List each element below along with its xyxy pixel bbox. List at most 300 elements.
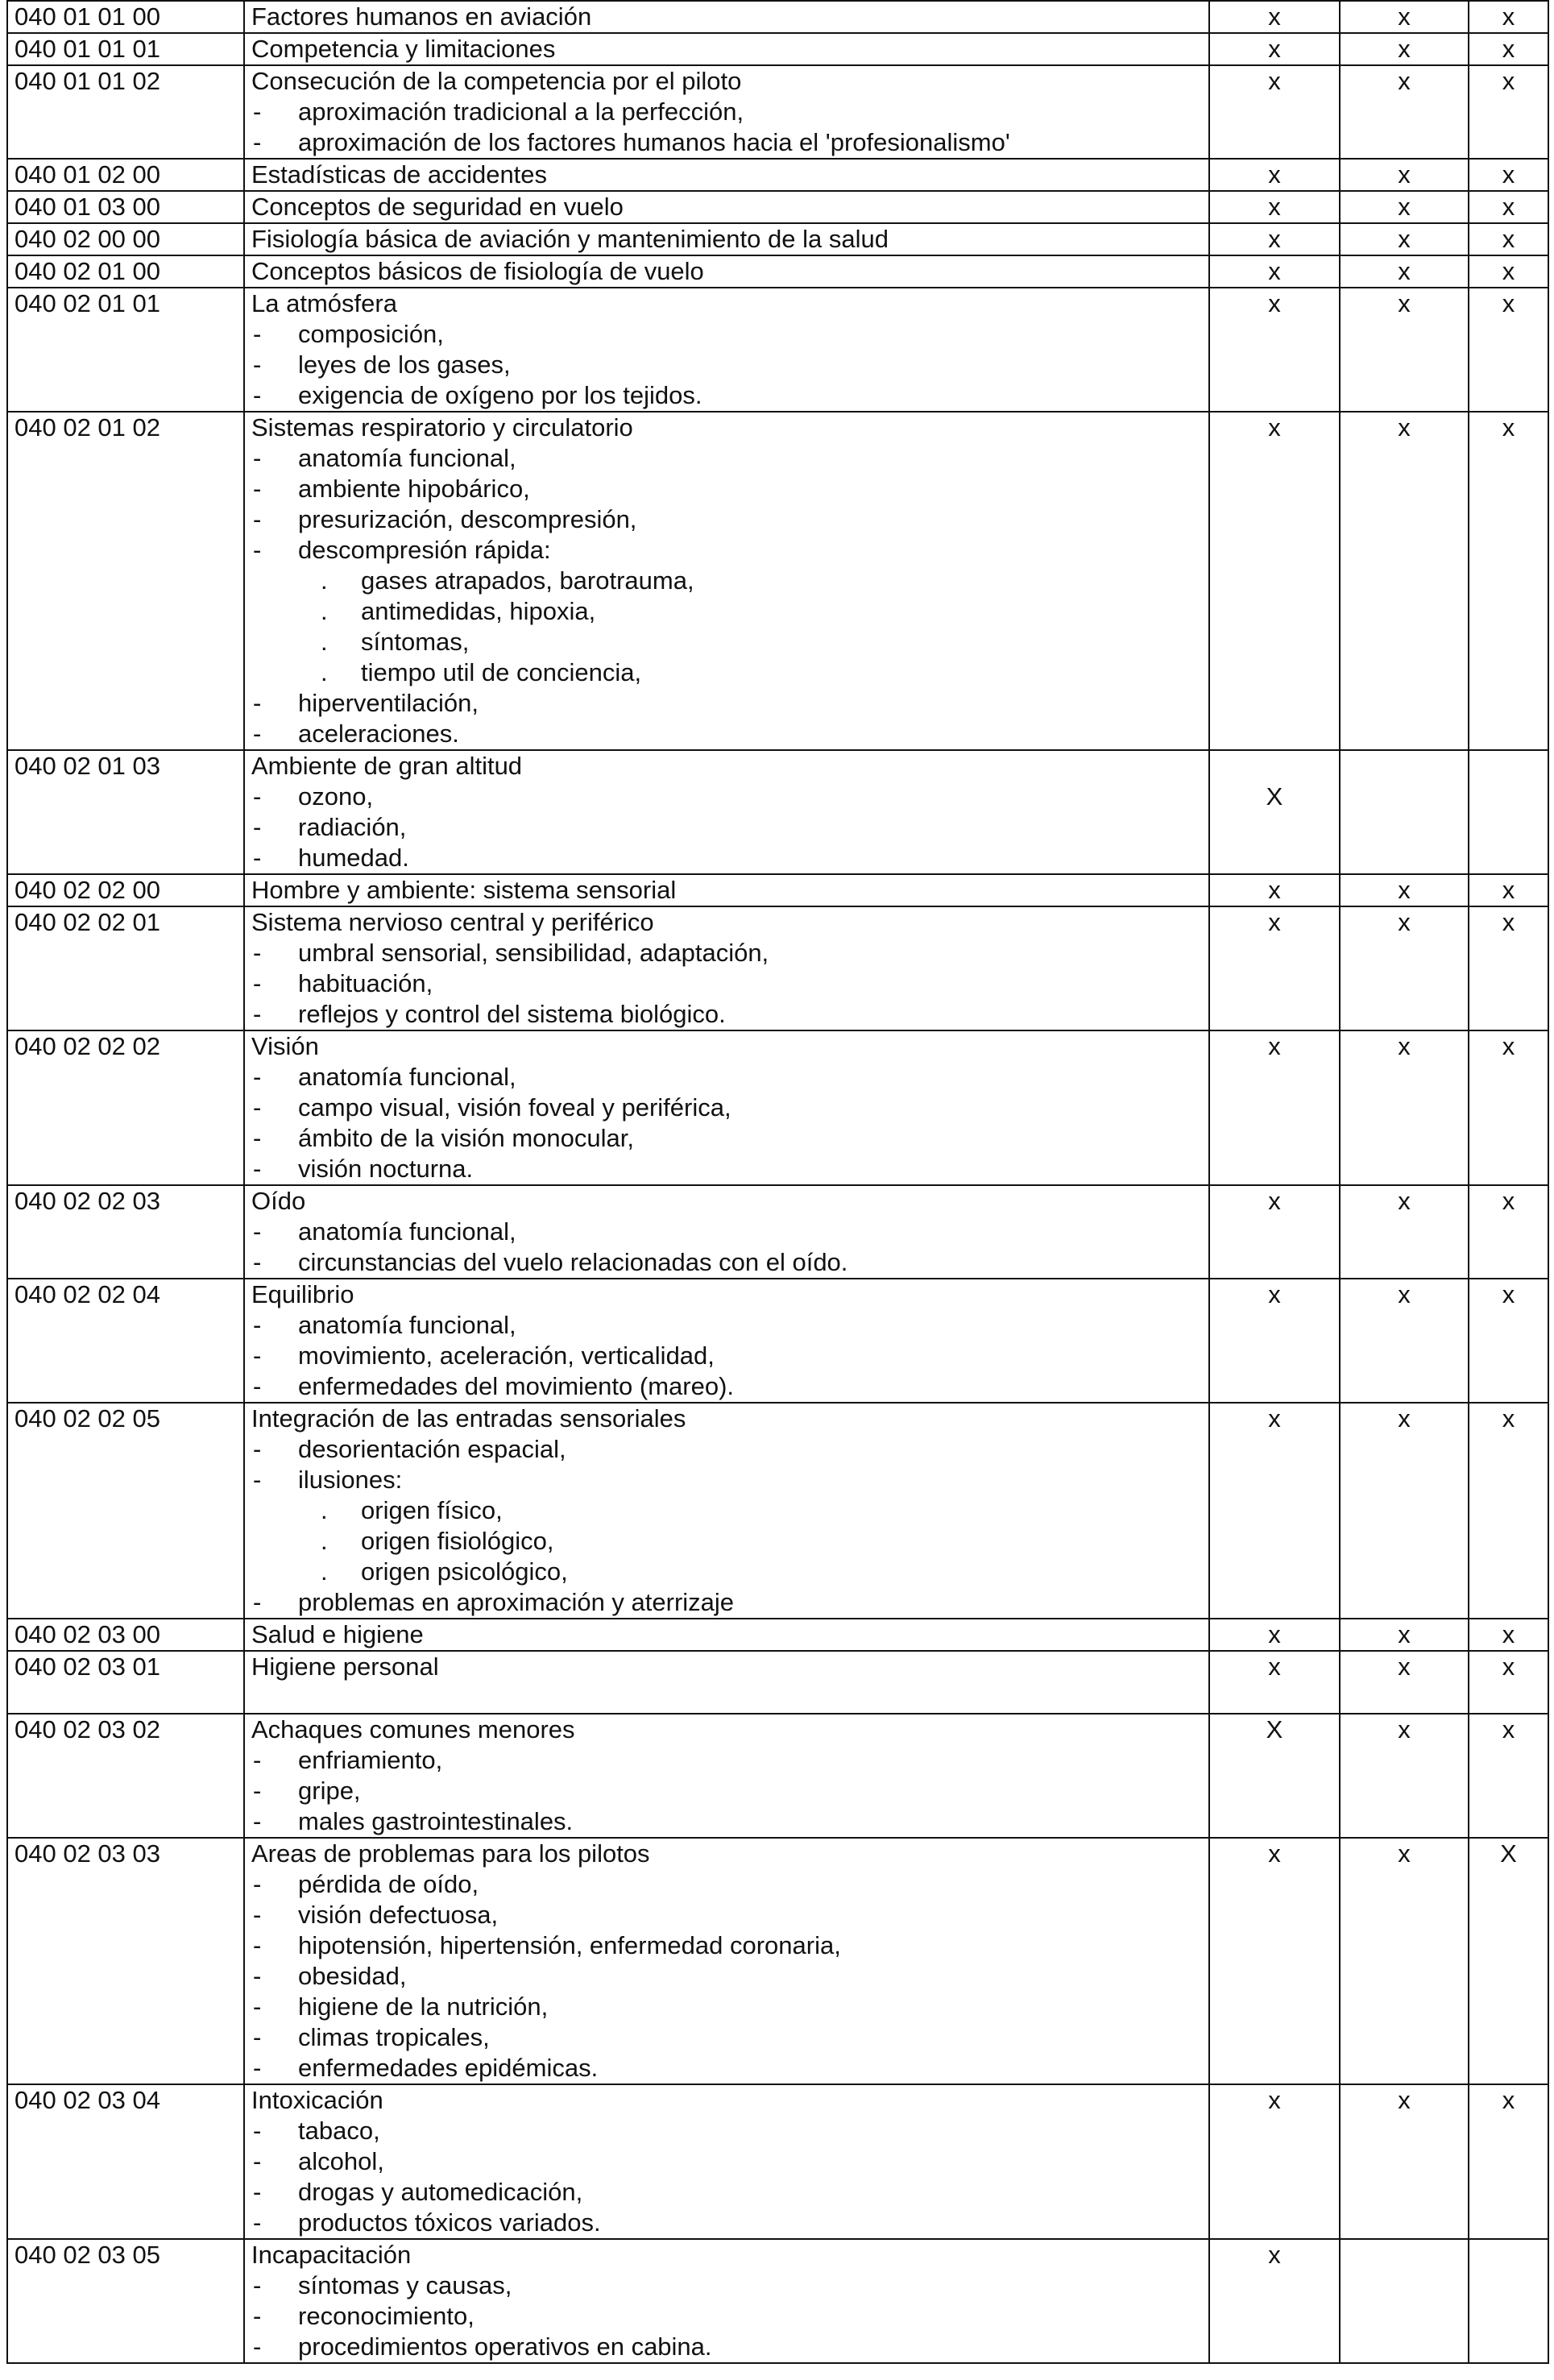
sub-item bbox=[251, 2332, 1202, 2362]
sub-item bbox=[251, 1900, 1202, 1930]
bullet-dash: - bbox=[253, 1466, 262, 1494]
sub-item-text: anatomía funcional, bbox=[298, 1311, 516, 1339]
x-mark: x bbox=[1502, 1715, 1515, 1744]
mark-cell-2 bbox=[1340, 33, 1469, 65]
x-mark: x bbox=[1398, 1404, 1411, 1433]
sub-sub-item bbox=[251, 1526, 1202, 1557]
sub-item bbox=[251, 1310, 1202, 1341]
bullet-dash: - bbox=[253, 1992, 262, 2021]
bullet-dash: - bbox=[253, 1311, 262, 1339]
x-mark: x bbox=[1398, 193, 1411, 221]
mark-wrap bbox=[1347, 192, 1461, 222]
bullet-dot: . bbox=[321, 1527, 328, 1555]
mark-wrap bbox=[1476, 160, 1541, 190]
row-title: Competencia y limitaciones bbox=[251, 35, 556, 63]
mark-wrap bbox=[1347, 907, 1461, 938]
sub-sub-item-text: origen psicológico, bbox=[361, 1557, 568, 1586]
mark-cell-1 bbox=[1209, 1838, 1340, 2084]
sub-item-text: visión defectuosa, bbox=[298, 1901, 499, 1929]
mark-cell-1 bbox=[1209, 1403, 1340, 1619]
row-subject bbox=[244, 412, 1209, 750]
sub-item-text: males gastrointestinales. bbox=[298, 1807, 574, 1835]
row-subject bbox=[244, 1714, 1209, 1838]
x-mark: x bbox=[1502, 193, 1515, 221]
bullet-dash: - bbox=[253, 1093, 262, 1122]
row-code: 040 02 03 00 bbox=[7, 1619, 244, 1651]
row-code: 040 02 03 01 bbox=[7, 1651, 244, 1714]
bullet-dash: - bbox=[253, 2271, 262, 2299]
sub-item-text: desorientación espacial, bbox=[298, 1435, 566, 1463]
bullet-dot: . bbox=[321, 628, 328, 656]
bullet-dash: - bbox=[253, 2117, 262, 2145]
mark-cell-2 bbox=[1340, 1651, 1469, 1714]
row-code: 040 02 02 02 bbox=[7, 1030, 244, 1185]
mark-cell-2 bbox=[1340, 906, 1469, 1030]
x-mark: x bbox=[1268, 1187, 1281, 1215]
mark-wrap bbox=[1347, 1031, 1461, 1062]
sub-item-text: síntomas y causas, bbox=[298, 2271, 512, 2299]
sub-item bbox=[251, 1247, 1202, 1278]
row-subject bbox=[244, 1619, 1209, 1651]
mark-cell-3 bbox=[1469, 159, 1548, 191]
bullet-dash: - bbox=[253, 939, 262, 967]
bullet-dash: - bbox=[253, 844, 262, 872]
mark-wrap bbox=[1476, 66, 1541, 97]
sub-item-text: enfermedades del movimiento (mareo). bbox=[298, 1372, 735, 1400]
bullet-dash: - bbox=[253, 1063, 262, 1091]
sub-item bbox=[251, 1992, 1202, 2022]
mark-cell-1 bbox=[1209, 2239, 1340, 2363]
x-mark: X bbox=[1500, 1839, 1517, 1868]
mark-cell-3 bbox=[1469, 223, 1548, 255]
x-mark: x bbox=[1502, 876, 1515, 904]
x-mark: x bbox=[1398, 1187, 1411, 1215]
sub-item-text: movimiento, aceleración, verticalidad, bbox=[298, 1341, 715, 1370]
x-mark: x bbox=[1502, 160, 1515, 189]
sub-item bbox=[251, 127, 1202, 158]
mark-cell-1 bbox=[1209, 255, 1340, 288]
mark-wrap bbox=[1216, 160, 1332, 190]
sub-item-text: hiperventilación, bbox=[298, 689, 479, 717]
x-mark: x bbox=[1268, 160, 1281, 189]
mark-cell-2 bbox=[1340, 1838, 1469, 2084]
mark-wrap bbox=[1216, 1404, 1332, 1434]
mark-cell-1 bbox=[1209, 2084, 1340, 2239]
blank-line bbox=[251, 1682, 1202, 1713]
row-code: 040 02 03 03 bbox=[7, 1838, 244, 2084]
table-row bbox=[7, 1185, 1548, 1279]
mark-wrap bbox=[1476, 1619, 1541, 1650]
mark-cell-1 bbox=[1209, 750, 1340, 874]
x-mark: x bbox=[1268, 1280, 1281, 1308]
table-row bbox=[7, 1, 1548, 33]
row-title: Hombre y ambiente: sistema sensorial bbox=[251, 876, 677, 904]
sub-item bbox=[251, 968, 1202, 999]
mark-cell-1 bbox=[1209, 33, 1340, 65]
bullet-dash: - bbox=[253, 1777, 262, 1805]
x-mark: x bbox=[1268, 35, 1281, 63]
x-mark: x bbox=[1502, 1404, 1515, 1433]
row-title: Salud e higiene bbox=[251, 1620, 424, 1648]
mark-cell-2 bbox=[1340, 65, 1469, 159]
x-mark: X bbox=[1266, 782, 1283, 811]
bullet-dash: - bbox=[253, 2147, 262, 2175]
mark-wrap bbox=[1476, 2085, 1541, 2116]
mark-wrap bbox=[1347, 256, 1461, 287]
x-mark: x bbox=[1268, 1652, 1281, 1681]
mark-cell-2 bbox=[1340, 1185, 1469, 1279]
bullet-dash: - bbox=[253, 97, 262, 126]
mark-cell-1 bbox=[1209, 1619, 1340, 1651]
sub-item bbox=[251, 535, 1202, 566]
sub-item bbox=[251, 1123, 1202, 1154]
sub-item bbox=[251, 2177, 1202, 2208]
mark-cell-2 bbox=[1340, 2239, 1469, 2363]
sub-item-text: alcohol, bbox=[298, 2147, 384, 2175]
mark-wrap bbox=[1216, 1839, 1332, 1869]
bullet-dash: - bbox=[253, 1931, 262, 1959]
sub-item-text: ilusiones: bbox=[298, 1466, 403, 1494]
mark-cell-1 bbox=[1209, 191, 1340, 223]
sub-sub-item-text: síntomas, bbox=[361, 628, 470, 656]
x-mark: x bbox=[1398, 1652, 1411, 1681]
x-mark: x bbox=[1502, 35, 1515, 63]
mark-wrap bbox=[1216, 413, 1332, 443]
bullet-dash: - bbox=[253, 1901, 262, 1929]
mark-wrap bbox=[1347, 160, 1461, 190]
table-row bbox=[7, 1619, 1548, 1651]
mark-cell-1 bbox=[1209, 1, 1340, 33]
bullet-dash: - bbox=[253, 350, 262, 379]
row-subject bbox=[244, 65, 1209, 159]
mark-cell-3 bbox=[1469, 1651, 1548, 1714]
mark-wrap bbox=[1476, 256, 1541, 287]
x-mark: x bbox=[1268, 2241, 1281, 2269]
mark-wrap bbox=[1347, 1839, 1461, 1869]
sub-item bbox=[251, 1869, 1202, 1900]
row-title: Equilibrio bbox=[251, 1280, 354, 1308]
row-subject bbox=[244, 1, 1209, 33]
mark-wrap bbox=[1216, 2, 1332, 32]
mark-cell-3 bbox=[1469, 191, 1548, 223]
mark-cell-2 bbox=[1340, 223, 1469, 255]
row-subject bbox=[244, 2239, 1209, 2363]
sub-item bbox=[251, 474, 1202, 504]
row-code: 040 02 01 02 bbox=[7, 412, 244, 750]
x-mark: x bbox=[1268, 2086, 1281, 2114]
sub-item bbox=[251, 999, 1202, 1030]
mark-cell-3 bbox=[1469, 1838, 1548, 2084]
x-mark: x bbox=[1268, 257, 1281, 285]
sub-item-text: radiación, bbox=[298, 813, 407, 841]
mark-wrap bbox=[1476, 751, 1541, 782]
mark-wrap bbox=[1347, 34, 1461, 64]
row-code: 040 01 01 00 bbox=[7, 1, 244, 33]
mark-cell-1 bbox=[1209, 159, 1340, 191]
mark-wrap bbox=[1476, 2, 1541, 32]
x-mark: x bbox=[1502, 257, 1515, 285]
mark-wrap bbox=[1347, 413, 1461, 443]
sub-item bbox=[251, 2053, 1202, 2084]
mark-wrap bbox=[1476, 907, 1541, 938]
mark-cell-3 bbox=[1469, 33, 1548, 65]
x-mark: x bbox=[1268, 1620, 1281, 1648]
mark-wrap bbox=[1347, 1652, 1461, 1682]
row-code: 040 02 01 03 bbox=[7, 750, 244, 874]
mark-cell-2 bbox=[1340, 1619, 1469, 1651]
row-code: 040 02 02 03 bbox=[7, 1185, 244, 1279]
x-mark: x bbox=[1398, 289, 1411, 317]
x-mark: x bbox=[1268, 225, 1281, 253]
mark-wrap bbox=[1476, 1031, 1541, 1062]
mark-wrap bbox=[1216, 751, 1332, 812]
x-mark: x bbox=[1502, 413, 1515, 442]
x-mark: x bbox=[1502, 2086, 1515, 2114]
row-title: Areas de problemas para los pilotos bbox=[251, 1839, 650, 1868]
sub-item bbox=[251, 2301, 1202, 2332]
row-code: 040 02 02 05 bbox=[7, 1403, 244, 1619]
sub-item bbox=[251, 1371, 1202, 1402]
sub-item-text: composición, bbox=[298, 320, 444, 348]
mark-cell-1 bbox=[1209, 1279, 1340, 1403]
mark-wrap bbox=[1216, 1619, 1332, 1650]
bullet-dash: - bbox=[253, 2178, 262, 2206]
row-title: La atmósfera bbox=[251, 289, 397, 317]
mark-wrap bbox=[1476, 288, 1541, 319]
mark-wrap bbox=[1216, 66, 1332, 97]
bullet-dash: - bbox=[253, 1341, 262, 1370]
sub-item bbox=[251, 2208, 1202, 2238]
row-code: 040 02 02 01 bbox=[7, 906, 244, 1030]
mark-wrap bbox=[1216, 1652, 1332, 1682]
mark-cell-1 bbox=[1209, 65, 1340, 159]
row-title: Sistemas respiratorio y circulatorio bbox=[251, 413, 633, 442]
sub-item-text: circunstancias del vuelo relacionadas con el oído. bbox=[298, 1248, 848, 1276]
sub-item bbox=[251, 380, 1202, 411]
table-row bbox=[7, 1030, 1548, 1185]
sub-item bbox=[251, 812, 1202, 843]
bullet-dash: - bbox=[253, 782, 262, 811]
sub-item bbox=[251, 688, 1202, 719]
sub-item-text: tabaco, bbox=[298, 2117, 380, 2145]
sub-item bbox=[251, 97, 1202, 127]
mark-cell-3 bbox=[1469, 2084, 1548, 2239]
sub-item-text: hipotensión, hipertensión, enfermedad coronaria, bbox=[298, 1931, 841, 1959]
x-mark: x bbox=[1398, 1032, 1411, 1060]
bullet-dash: - bbox=[253, 1746, 262, 1774]
row-code: 040 02 00 00 bbox=[7, 223, 244, 255]
bullet-dot: . bbox=[321, 1496, 328, 1524]
row-title: Integración de las entradas sensoriales bbox=[251, 1404, 686, 1433]
bullet-dash: - bbox=[253, 320, 262, 348]
row-subject bbox=[244, 1030, 1209, 1185]
table-row bbox=[7, 33, 1548, 65]
row-title: Conceptos básicos de fisiología de vuelo bbox=[251, 257, 704, 285]
mark-cell-3 bbox=[1469, 1, 1548, 33]
mark-wrap bbox=[1216, 256, 1332, 287]
sub-sub-item bbox=[251, 566, 1202, 596]
x-mark: x bbox=[1398, 2086, 1411, 2114]
x-mark: x bbox=[1502, 289, 1515, 317]
mark-cell-3 bbox=[1469, 2239, 1548, 2363]
row-subject bbox=[244, 191, 1209, 223]
sub-item-text: gripe, bbox=[298, 1777, 361, 1805]
x-mark: x bbox=[1268, 413, 1281, 442]
x-mark: x bbox=[1398, 2, 1411, 31]
row-code: 040 02 03 05 bbox=[7, 2239, 244, 2363]
row-title: Achaques comunes menores bbox=[251, 1715, 575, 1744]
table-row bbox=[7, 412, 1548, 750]
sub-item bbox=[251, 1062, 1202, 1093]
mark-cell-1 bbox=[1209, 874, 1340, 906]
x-mark: x bbox=[1398, 1280, 1411, 1308]
sub-item-text: ozono, bbox=[298, 782, 374, 811]
row-code: 040 02 03 02 bbox=[7, 1714, 244, 1838]
bullet-dot: . bbox=[321, 566, 328, 595]
sub-item bbox=[251, 443, 1202, 474]
mark-wrap bbox=[1347, 288, 1461, 319]
mark-cell-3 bbox=[1469, 412, 1548, 750]
mark-cell-1 bbox=[1209, 223, 1340, 255]
mark-wrap bbox=[1347, 2085, 1461, 2116]
bullet-dash: - bbox=[253, 2023, 262, 2051]
sub-sub-item bbox=[251, 1557, 1202, 1587]
mark-cell-1 bbox=[1209, 906, 1340, 1030]
x-mark: x bbox=[1502, 225, 1515, 253]
mark-wrap bbox=[1216, 2085, 1332, 2116]
bullet-dash: - bbox=[253, 1870, 262, 1898]
mark-cell-2 bbox=[1340, 1403, 1469, 1619]
sub-item bbox=[251, 1217, 1202, 1247]
sub-item bbox=[251, 1806, 1202, 1837]
sub-item-text: enfriamiento, bbox=[298, 1746, 443, 1774]
bullet-dash: - bbox=[253, 1435, 262, 1463]
sub-item bbox=[251, 350, 1202, 380]
mark-cell-3 bbox=[1469, 750, 1548, 874]
row-subject bbox=[244, 906, 1209, 1030]
x-mark: x bbox=[1398, 908, 1411, 936]
sub-item-text: ámbito de la visión monocular, bbox=[298, 1124, 635, 1152]
mark-cell-3 bbox=[1469, 255, 1548, 288]
table-row bbox=[7, 1714, 1548, 1838]
mark-wrap bbox=[1476, 413, 1541, 443]
x-mark: x bbox=[1398, 257, 1411, 285]
mark-wrap bbox=[1216, 1031, 1332, 1062]
bullet-dash: - bbox=[253, 2208, 262, 2237]
sub-item bbox=[251, 2270, 1202, 2301]
sub-sub-item bbox=[251, 1495, 1202, 1526]
sub-item bbox=[251, 2022, 1202, 2053]
x-mark: x bbox=[1268, 289, 1281, 317]
sub-item-text: aproximación tradicional a la perfección, bbox=[298, 97, 744, 126]
mark-wrap bbox=[1476, 875, 1541, 906]
x-mark: x bbox=[1268, 876, 1281, 904]
mark-cell-2 bbox=[1340, 750, 1469, 874]
bullet-dash: - bbox=[253, 1372, 262, 1400]
mark-wrap bbox=[1347, 2240, 1461, 2270]
sub-item-text: descompresión rápida: bbox=[298, 536, 551, 564]
mark-cell-2 bbox=[1340, 159, 1469, 191]
sub-item-text: higiene de la nutrición, bbox=[298, 1992, 549, 2021]
row-code: 040 02 03 04 bbox=[7, 2084, 244, 2239]
mark-cell-3 bbox=[1469, 65, 1548, 159]
sub-item-text: presurización, descompresión, bbox=[298, 505, 637, 533]
sub-sub-item bbox=[251, 596, 1202, 627]
mark-cell-2 bbox=[1340, 1279, 1469, 1403]
row-title: Estadísticas de accidentes bbox=[251, 160, 548, 189]
bullet-dash: - bbox=[253, 719, 262, 748]
mark-cell-1 bbox=[1209, 1185, 1340, 1279]
table-row bbox=[7, 906, 1548, 1030]
mark-wrap bbox=[1347, 66, 1461, 97]
row-subject bbox=[244, 33, 1209, 65]
mark-cell-3 bbox=[1469, 1619, 1548, 1651]
bullet-dash: - bbox=[253, 2054, 262, 2082]
row-title: Sistema nervioso central y periférico bbox=[251, 908, 654, 936]
sub-item-text: reflejos y control del sistema biológico. bbox=[298, 1000, 726, 1028]
x-mark: x bbox=[1502, 1620, 1515, 1648]
mark-cell-2 bbox=[1340, 255, 1469, 288]
mark-wrap bbox=[1216, 2240, 1332, 2270]
row-code: 040 02 01 00 bbox=[7, 255, 244, 288]
sub-item-text: pérdida de oído, bbox=[298, 1870, 479, 1898]
mark-wrap bbox=[1476, 1839, 1541, 1869]
row-subject bbox=[244, 2084, 1209, 2239]
sub-item bbox=[251, 719, 1202, 749]
mark-wrap bbox=[1347, 224, 1461, 255]
row-subject bbox=[244, 1838, 1209, 2084]
sub-item-text: umbral sensorial, sensibilidad, adaptación, bbox=[298, 939, 769, 967]
mark-wrap bbox=[1347, 1619, 1461, 1650]
sub-item-text: habituación, bbox=[298, 969, 433, 997]
table-row bbox=[7, 2084, 1548, 2239]
bullet-dash: - bbox=[253, 1124, 262, 1152]
table-row bbox=[7, 874, 1548, 906]
row-title: Factores humanos en aviación bbox=[251, 2, 592, 31]
row-subject bbox=[244, 1651, 1209, 1714]
x-mark: x bbox=[1398, 876, 1411, 904]
sub-item bbox=[251, 1961, 1202, 1992]
row-subject bbox=[244, 874, 1209, 906]
sub-sub-item-text: antimedidas, hipoxia, bbox=[361, 597, 596, 625]
row-code: 040 01 01 01 bbox=[7, 33, 244, 65]
bullet-dot: . bbox=[321, 658, 328, 686]
mark-wrap bbox=[1216, 34, 1332, 64]
sub-item bbox=[251, 1465, 1202, 1495]
mark-wrap bbox=[1476, 192, 1541, 222]
mark-wrap bbox=[1347, 1404, 1461, 1434]
table-row bbox=[7, 288, 1548, 412]
sub-item bbox=[251, 938, 1202, 968]
row-subject bbox=[244, 750, 1209, 874]
mark-cell-2 bbox=[1340, 191, 1469, 223]
mark-cell-1 bbox=[1209, 288, 1340, 412]
mark-wrap bbox=[1476, 1186, 1541, 1217]
table-row bbox=[7, 159, 1548, 191]
bullet-dash: - bbox=[253, 1155, 262, 1183]
x-mark: x bbox=[1268, 908, 1281, 936]
bullet-dash: - bbox=[253, 1588, 262, 1616]
sub-item-text: problemas en aproximación y aterrizaje bbox=[298, 1588, 735, 1616]
sub-item bbox=[251, 1434, 1202, 1465]
sub-item-text: leyes de los gases, bbox=[298, 350, 511, 379]
row-title: Conceptos de seguridad en vuelo bbox=[251, 193, 624, 221]
row-title: Ambiente de gran altitud bbox=[251, 752, 523, 780]
mark-cell-3 bbox=[1469, 1030, 1548, 1185]
mark-wrap bbox=[1476, 1715, 1541, 1745]
x-mark: x bbox=[1398, 225, 1411, 253]
sub-sub-item bbox=[251, 657, 1202, 688]
